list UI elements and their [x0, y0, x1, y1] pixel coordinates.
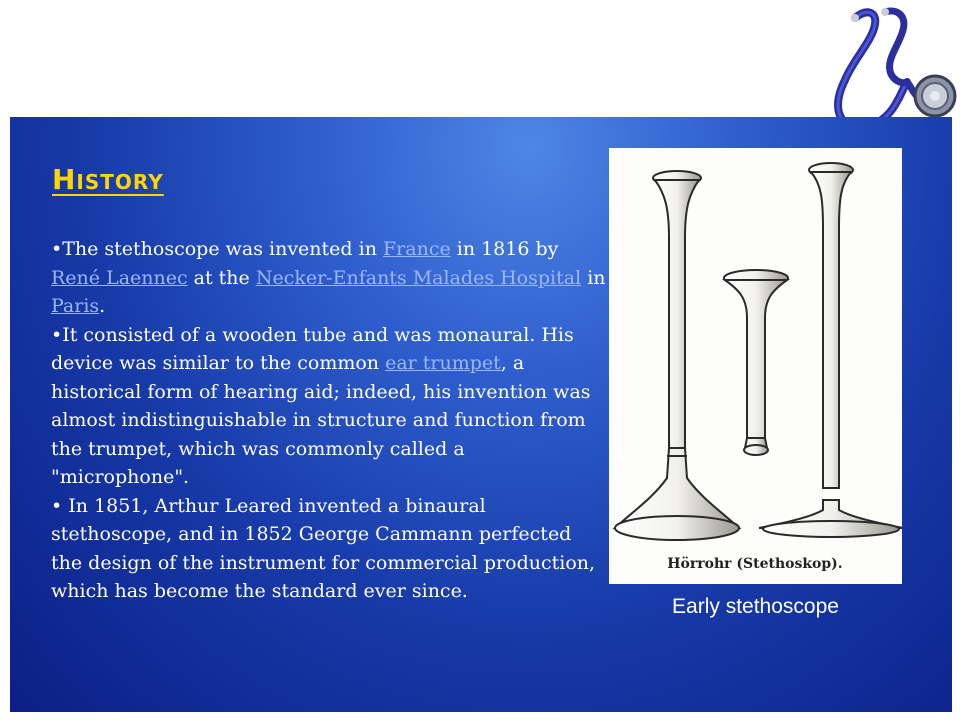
slide-body — [51, 235, 606, 606]
figure-caption: Early stethoscope — [672, 595, 839, 618]
text-segment: in 1816 by — [450, 238, 559, 260]
paragraph-invention — [51, 235, 606, 321]
early-stethoscope-image — [609, 148, 902, 584]
text-segment: , a historical form of hearing aid; indeed, his invention was almost indistinguishable in structure and function from the trumpet, which was commonly called a "microphone". — [51, 352, 591, 488]
bullet: • — [51, 323, 63, 346]
slide-title: History — [52, 163, 164, 196]
text-segment: It consisted of a wooden tube and was monaural. His device was similar to the common — [51, 323, 574, 374]
text-segment: in — [581, 266, 606, 289]
bullet: • — [51, 238, 63, 260]
link-paris[interactable]: Paris — [51, 295, 100, 317]
paragraph-design — [51, 321, 606, 492]
paragraph-binaural — [51, 492, 606, 606]
stethoscope-icon — [735, 0, 960, 135]
bullet: • — [51, 494, 63, 517]
link-necker-hospital[interactable]: Necker-Enfants Malades Hospital — [255, 266, 582, 289]
stethoscope-illustration-icon — [609, 148, 902, 584]
text-segment: . — [99, 295, 106, 317]
link-ear-trumpet[interactable]: ear trumpet — [385, 352, 501, 374]
text-segment: The stethoscope was invented in — [62, 238, 383, 260]
text-segment: In 1851, Arthur Leared invented a binaural stethoscope, and in 1852 George Cammann perfected the design of the instrument for commercial production, which has become the standard ever since. — [51, 494, 596, 602]
illustration-label: Hörrohr (Stethoskop). — [667, 556, 843, 572]
link-france[interactable]: France — [382, 238, 451, 260]
link-rene-laennec[interactable]: René Laennec — [51, 266, 188, 289]
text-segment: at the — [187, 266, 256, 289]
